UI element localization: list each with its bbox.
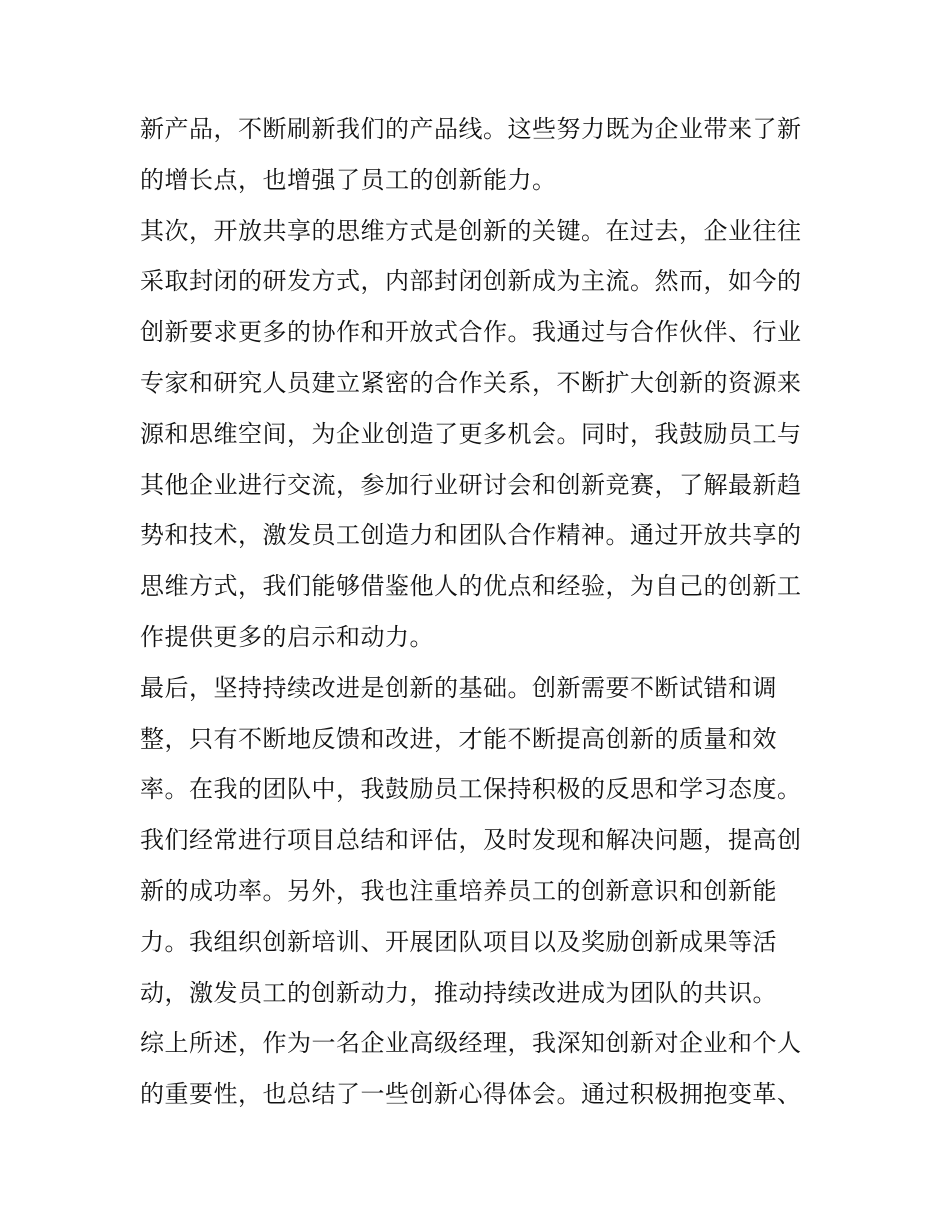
text-line: 势和技术，激发员工创造力和团队合作精神。通过开放共享的 bbox=[140, 521, 802, 550]
text-line: 源和思维空间，为企业创造了更多机会。同时，我鼓励员工与 bbox=[140, 419, 802, 448]
text-line: 力。我组织创新培训、开展团队项目以及奖励创新成果等活 bbox=[140, 927, 777, 956]
text-line: 综上所述，作为一名企业高级经理，我深知创新对企业和个人 bbox=[140, 1029, 802, 1058]
text-line: 的重要性，也总结了一些创新心得体会。通过积极拥抱变革、 bbox=[140, 1080, 802, 1109]
text-line: 思维方式，我们能够借鉴他人的优点和经验，为自己的创新工 bbox=[140, 572, 802, 601]
document-body bbox=[140, 104, 820, 1120]
text-line: 的增长点，也增强了员工的创新能力。 bbox=[140, 165, 557, 194]
text-line: 整，只有不断地反馈和改进，才能不断提高创新的质量和效 bbox=[140, 724, 777, 753]
text-line: 采取封闭的研发方式，内部封闭创新成为主流。然而，如今的 bbox=[140, 267, 802, 296]
text-line: 新产品，不断刷新我们的产品线。这些努力既为企业带来了新 bbox=[140, 115, 802, 143]
text-line: 创新要求更多的协作和开放式合作。我通过与合作伙伴、行业 bbox=[140, 318, 802, 347]
text-line: 新的成功率。另外，我也注重培养员工的创新意识和创新能 bbox=[140, 876, 777, 905]
text-line: 最后，坚持持续改进是创新的基础。创新需要不断试错和调 bbox=[140, 673, 777, 702]
text-line: 其他企业进行交流，参加行业研讨会和创新竞赛，了解最新趋 bbox=[140, 470, 802, 499]
text-line: 率。在我的团队中，我鼓励员工保持积极的反思和学习态度。 bbox=[140, 775, 802, 804]
text-line: 作提供更多的启示和动力。 bbox=[140, 622, 434, 651]
text-line: 其次，开放共享的思维方式是创新的关键。在过去，企业往往 bbox=[140, 216, 802, 245]
text-line: 动，激发员工的创新动力，推动持续改进成为团队的共识。 bbox=[140, 978, 777, 1007]
text-line: 我们经常进行项目总结和评估，及时发现和解决问题，提高创 bbox=[140, 826, 802, 855]
text-line: 专家和研究人员建立紧密的合作关系，不断扩大创新的资源来 bbox=[140, 368, 802, 397]
